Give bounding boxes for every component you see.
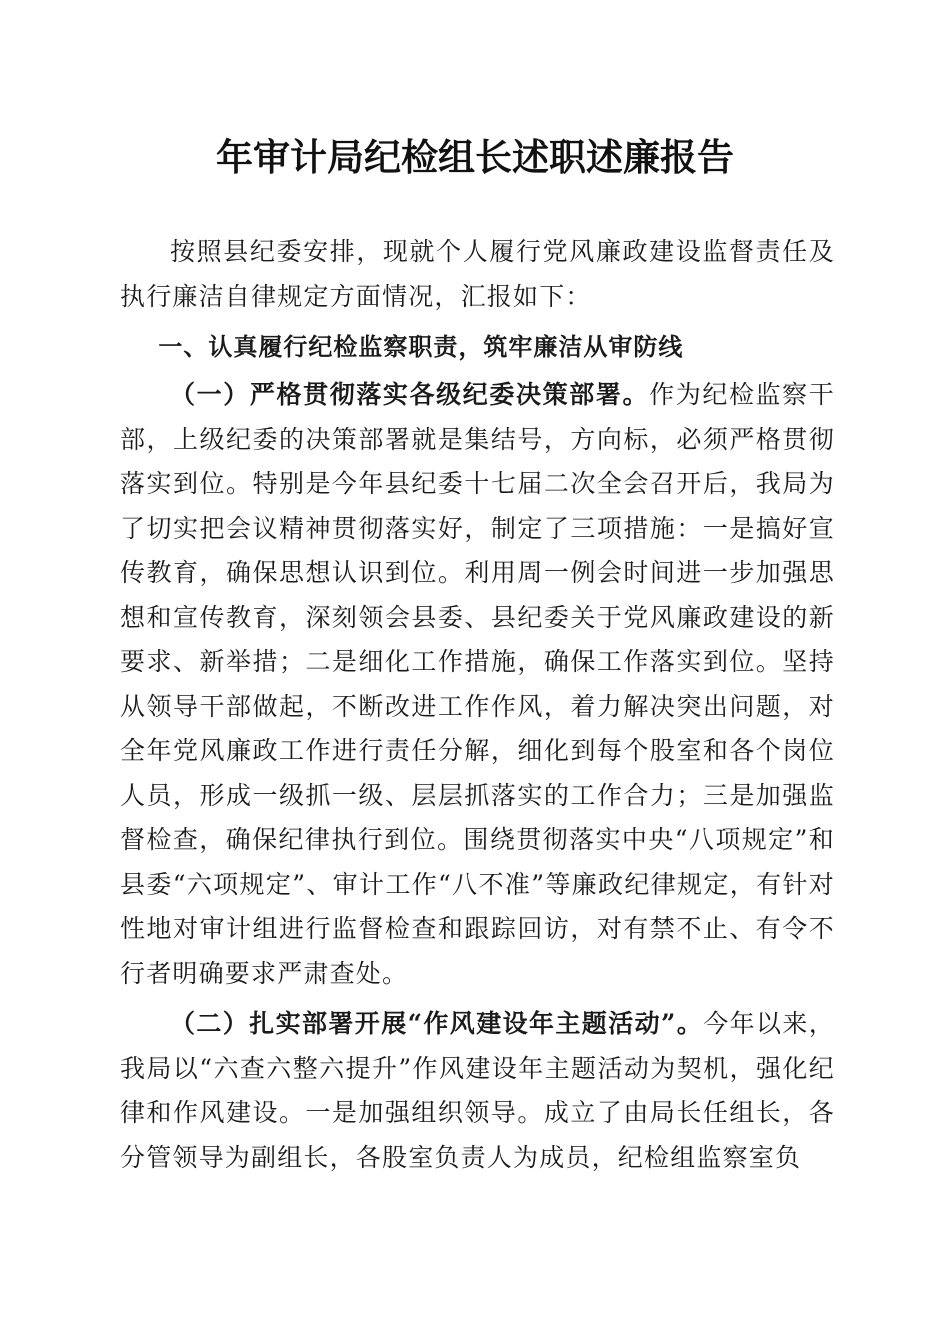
section-1-item-2-paragraph (120, 1002, 835, 1180)
section-1-item-1-text: 作为纪检监察干部，上级纪委的决策部署就是集结号，方向标，必须严格贯彻落实到位。特别是今年县纪委十七届二次全会召开后，我局为了切实把会议精神贯彻落实好，制定了三项措施：一是搞好宣传教育，确保思想认识到位。利用周一例会时间进一步加强思想和宣传教育，深刻领会县委、县纪委关于党风廉政建设的新要求、新举措；二是细化工作措施，确保工作落实到位。坚持从领导干部做起，不断改进工作作风，着力解决突出问题，对全年党风廉政工作进行责任分解，细化到每个股室和各个岗位人员，形成一级抓一级、层层抓落实的工作合力；三是加强监督检查，确保纪律执行到位。围绕贯彻落实中央“八项规定”和县委“六项规定”、审计工作“八不准”等廉政纪律规定，有针对性地对审计组进行监督检查和跟踪回访，对有禁不止、有令不行者明确要求严肃查处。 (120, 380, 835, 988)
section-1-item-1-paragraph (120, 373, 835, 996)
section-1-heading: 一、认真履行纪检监察职责，筑牢廉洁从审防线 (158, 333, 684, 361)
section-1-item-2-text: 今年以来，我局以“六查六整六提升”作风建设年主题活动为契机，强化纪律和作风建设。一是加强组织领导。成立了由局长任组长，各分管领导为副组长，各股室负责人为成员，纪检组监察室负 (120, 1009, 835, 1172)
section-1-item-2-lead: （二）扎实部署开展“作风建设年主题活动”。 (170, 1009, 704, 1038)
document-body (120, 230, 835, 1186)
intro-paragraph: 按照县纪委安排，现就个人履行党风廉政建设监督责任及执行廉洁自律规定方面情况，汇报如下： (120, 237, 835, 311)
section-1-item-1-lead: （一）严格贯彻落实各级纪委决策部署。 (170, 380, 650, 409)
document-title: 年审计局纪检组长述职述廉报告 (216, 136, 734, 179)
